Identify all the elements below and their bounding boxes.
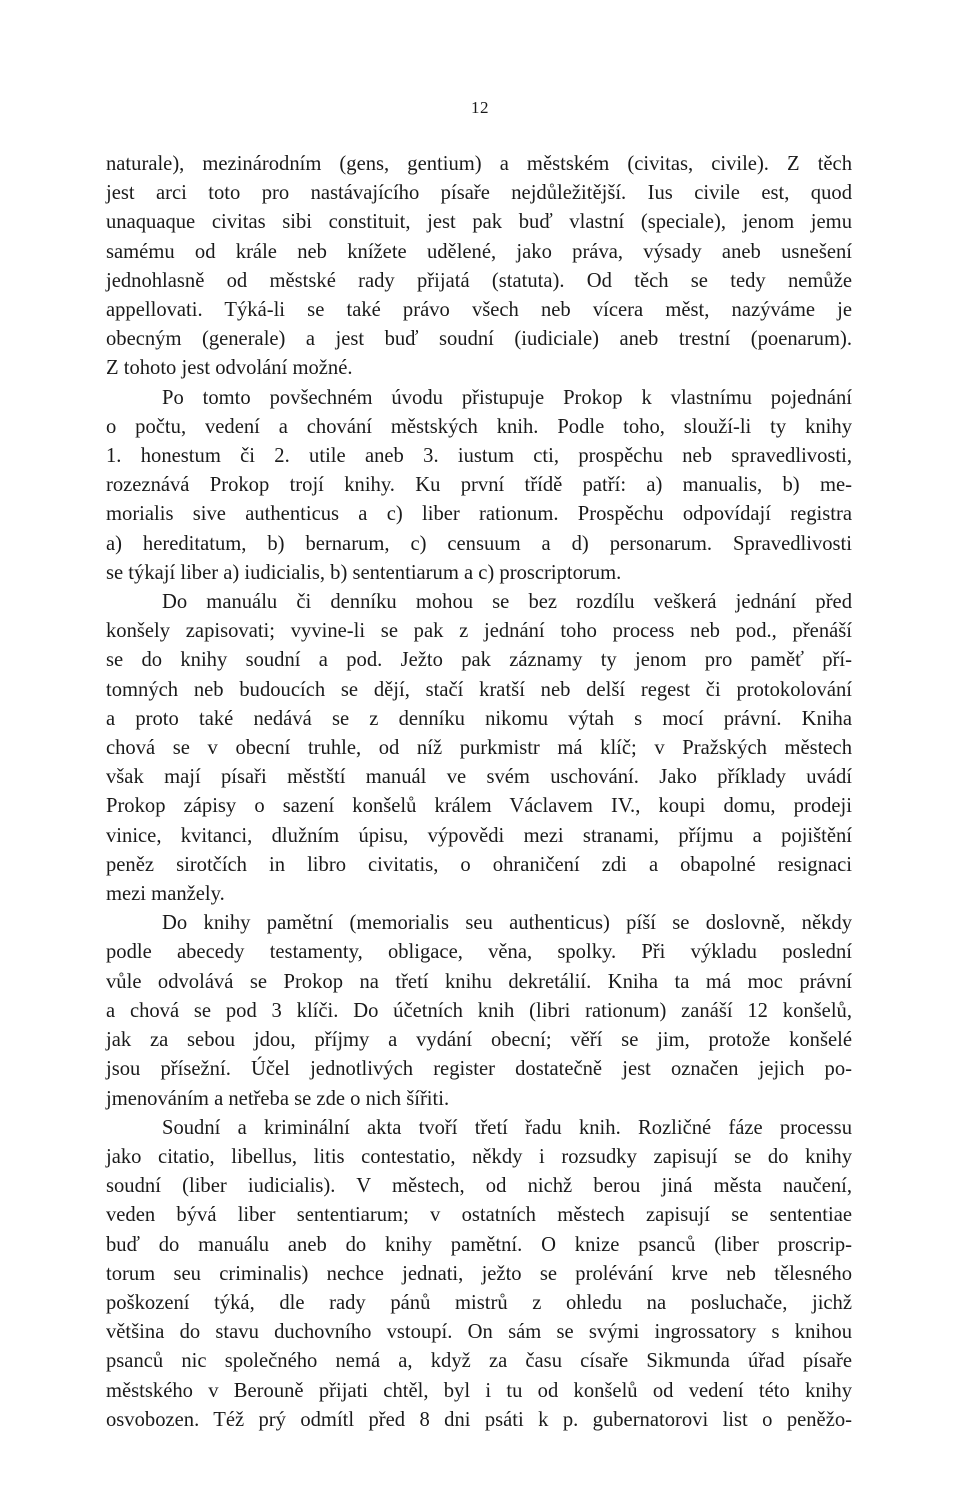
text-line: appellovati. Týká-li se také právo všech neb vícera měst, nazýváme je [106,299,852,322]
text-line: mezi manžely. [106,883,225,906]
text-line: však mají písaři městští manuál ve svém uschování. Jako příklady uvádí [106,766,852,789]
text-line: jak za sebou jdou, příjmy a vydání obecní; věří se jim, protože konšelé [106,1029,852,1052]
text-line: jednohlasně od městské rady přijatá (statuta). Od těch se tedy nemůže [106,269,852,292]
text-line: veden bývá liber sententiarum; v ostatních městech zapisují se sententiae [106,1204,852,1227]
text-line: buď do manuálu aneb do knihy pamětní. O knize psanců (liber proscrip- [106,1233,852,1256]
text-line: jako citatio, libellus, litis contestatio, někdy i rozsudky zapisují se do knihy [106,1145,852,1168]
text-line: a proto také nedává se z denníku nikomu výtah s mocí právní. Kniha [106,707,852,730]
page-number: 12 [471,98,489,117]
text-line: rozeznává Prokop trojí knihy. Ku první třídě patří: a) manualis, b) me- [106,474,852,497]
text-line: Soudní a kriminální akta tvoří třetí řadu knih. Rozličné fáze processu [162,1116,852,1139]
text-line: jsou přísežní. Účel jednotlivých register dostatečně jest označen jejich po- [106,1058,852,1081]
text-line: jest arci toto pro nastávajícího písaře nejdůležitější. Ius civile est, quod [106,182,852,205]
text-line: se týkají liber a) iudicialis, b) sententiarum a c) proscriptorum. [106,561,622,584]
document-body [106,150,852,1435]
text-line: většina do stavu duchovního vstoupí. On sám se svými ingrossatory s knihou [106,1321,852,1344]
text-line: a chová se pod 3 klíči. Do účetních knih (libri rationum) zanáší 12 konšelů, [106,999,852,1022]
text-line: vinice, kvitanci, dlužním úpisu, výpovědi mezi stranami, příjmu a pojištění [106,824,852,847]
text-line: unaquaque civitas sibi constituit, jest pak buď vlastní (speciale), jenom jemu [106,211,852,234]
text-line: 1. honestum či 2. utile aneb 3. iustum cti, prospěchu neb spravedlivosti, [106,445,852,468]
text-line: jmenováním a netřeba se zde o nich šířiti. [106,1087,450,1110]
text-line: psanců nic společného nemá a, když za času císaře Sikmunda úřad písaře [106,1350,852,1373]
text-line: a) hereditatum, b) bernarum, c) censuum a d) personarum. Spravedlivosti [106,532,852,555]
text-line: poškození týká, dle rady pánů mistrů z ohledu na posluchače, jichž [106,1291,852,1314]
text-line: chová se v obecní truhle, od níž purkmistr má klíč; v Pražských městech [106,737,852,760]
text-line: Do knihy pamětní (memorialis seu authenticus) píší se doslovně, někdy [162,912,852,935]
text-line: naturale), mezinárodním (gens, gentium) a městském (civitas, civile). Z těch [106,153,852,175]
text-line: městského v Berouně přijati chtěl, byl i tu od konšelů od vedení této knihy [106,1379,852,1402]
text-line: Prokop zápisy o sazení konšelů králem Václavem IV., koupi domu, prodeji [106,795,852,818]
paragraph-2 [106,384,852,588]
text-line: obecným (generale) a jest buď soudní (iudiciale) aneb trestní (poenarum). [106,328,852,351]
paragraph-4 [106,909,852,1113]
paragraph-5 [106,1114,852,1435]
text-line: Do manuálu či denníku mohou se bez rozdílu veškerá jednání před [162,591,852,614]
paragraph-3 [106,588,852,909]
text-line: o počtu, vedení a chování městských knih. Podle toho, slouží-li ty knihy [106,415,852,438]
text-line: Z tohoto jest odvolání možné. [106,357,353,380]
text-line: vůle odvolává se Prokop na třetí knihu dekretálií. Kniha ta má moc právní [106,970,852,993]
text-line: konšely zapisovati; vyvine-li se pak z jednání toho process neb pod., přenáší [106,620,852,643]
text-line: soudní (liber iudicialis). V městech, od nichž berou jiná města naučení, [106,1175,852,1198]
text-line: Po tomto povšechném úvodu přistupuje Prokop k vlastnímu pojednání [162,386,852,409]
paragraph-1 [106,150,852,384]
text-line: podle abecedy testamenty, obligace, věna, spolky. Při výkladu poslední [106,941,852,964]
text-line: torum seu criminalis) nechce jednati, ježto se prolévání krve neb tělesného [106,1262,852,1285]
text-line: se do knihy soudní a pod. Ježto pak záznamy ty jenom pro paměť pří- [106,649,852,672]
text-line: tomných neb budoucích se dějí, stačí kratší neb delší regest či protokolování [106,678,852,701]
text-line: morialis sive authenticus a c) liber rationum. Prospěchu odpovídají registra [106,503,852,526]
text-line: peněz sirotčích in libro civitatis, o ohraničení zdi a obapolné resignaci [106,853,852,876]
text-line: samému od krále neb knížete udělené, jako práva, výsady aneb usnešení [106,240,852,263]
text-line: osvobozen. Též prý odmítl před 8 dni psáti k p. gubernatorovi list o peněžo- [106,1408,852,1431]
